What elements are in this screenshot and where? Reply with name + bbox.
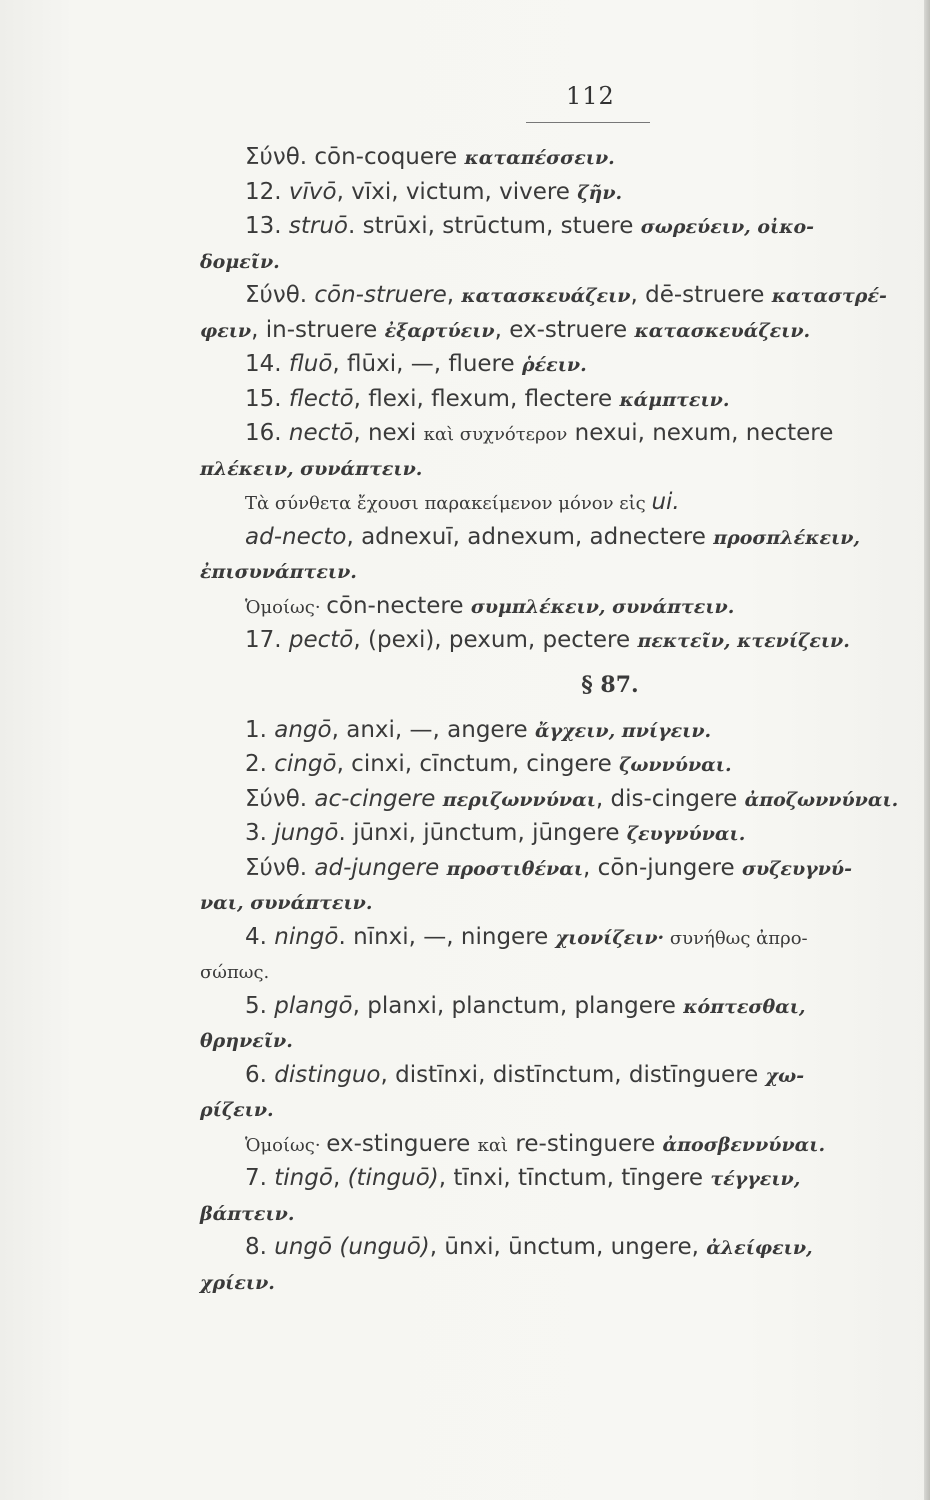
- text-line: σώπως.: [200, 962, 270, 983]
- text-line: 3. jungō. jūnxi, jūnctum, jūngere ζευγνύναι.: [245, 820, 746, 846]
- text-line: 5. plangō, planxi, planctum, plangere κόπτεσθαι,: [245, 992, 806, 1019]
- text-line: Σύνθ. ad-jungere προστιθέναι, cōn-jungere συζευγνύ-: [245, 854, 852, 881]
- text-line: Σύνθ. cōn-struere, κατασκευάζειν, dē-struere καταστρέ-: [245, 282, 887, 308]
- text-line: 16. nectō, nexi καὶ συχνότερον nexui, nexum, nectere: [245, 420, 834, 446]
- text-line: 12. vīvō, vīxi, victum, vivere ζῆν.: [245, 178, 623, 205]
- text-line: θρηνεῖν.: [200, 1030, 293, 1052]
- text-line: βάπτειν.: [200, 1202, 295, 1225]
- text-line: 13. struō. strūxi, strūctum, stuere σωρεύειν, οἰκο-: [245, 213, 815, 239]
- section-heading: § 87.: [581, 671, 639, 698]
- text-line: 14. fluō, flūxi, —, fluere ῥέειν.: [245, 351, 587, 377]
- text-line: Σύνθ. cōn-coquere καταπέσσειν.: [245, 144, 615, 170]
- page-number: 112: [566, 82, 615, 110]
- text-body: [200, 140, 920, 1299]
- page-number-rule: [526, 122, 650, 123]
- text-line: 1. angō, anxi, —, angere ἄγχειν, πνίγειν.: [245, 716, 712, 743]
- text-line: ρίζειν.: [200, 1099, 274, 1121]
- text-line: Σύνθ. ac-cingere περιζωννύναι, dis-cingere ἀποζωννύναι.: [245, 785, 899, 812]
- text-line: ναι, συνάπτειν.: [200, 892, 373, 914]
- text-line: 2. cingō, cinxi, cīnctum, cingere ζωννύναι.: [245, 751, 732, 777]
- text-line: 8. ungō (unguō), ūnxi, ūnctum, ungere, ἀλείφειν,: [245, 1234, 813, 1260]
- page-edge-shadow: [924, 0, 930, 1500]
- text-line: ad-necto, adnexuī, adnexum, adnectere προσπλέκειν,: [245, 523, 860, 550]
- text-line: πλέκειν, συνάπτειν.: [200, 457, 423, 480]
- text-line: δομεῖν.: [200, 250, 280, 273]
- text-line: 4. ningō. nīnxi, —, ningere χιονίζειν· συνήθως ἀπρο-: [245, 923, 808, 950]
- text-line: 6. distinguo, distīnxi, distīnctum, distīnguere χω-: [245, 1061, 805, 1088]
- text-line: Ὁμοίως· cōn-nectere συμπλέκειν, συνάπτειν.: [245, 592, 735, 619]
- text-line: 7. tingō, (tinguō), tīnxi, tīnctum, tīngere τέγγειν,: [245, 1165, 801, 1191]
- text-line: φειν, in-struere ἐξαρτύειν, ex-struere κατασκευάζειν.: [200, 316, 811, 343]
- text-line: ἐπισυνάπτειν.: [200, 561, 357, 583]
- text-line: χρίειν.: [200, 1271, 275, 1294]
- text-line: 17. pectō, (pexi), pexum, pectere πεκτεῖν, κτενίζειν.: [245, 627, 850, 653]
- text-line: 15. flectō, flexi, flexum, flectere κάμπτειν.: [245, 385, 730, 412]
- text-line: Τὰ σύνθετα ἔχουσι παρακείμενον μόνον εἰς ui.: [245, 489, 680, 515]
- text-line: Ὁμοίως· ex-stinguere καὶ re-stinguere ἀποσβεννύναι.: [245, 1130, 826, 1157]
